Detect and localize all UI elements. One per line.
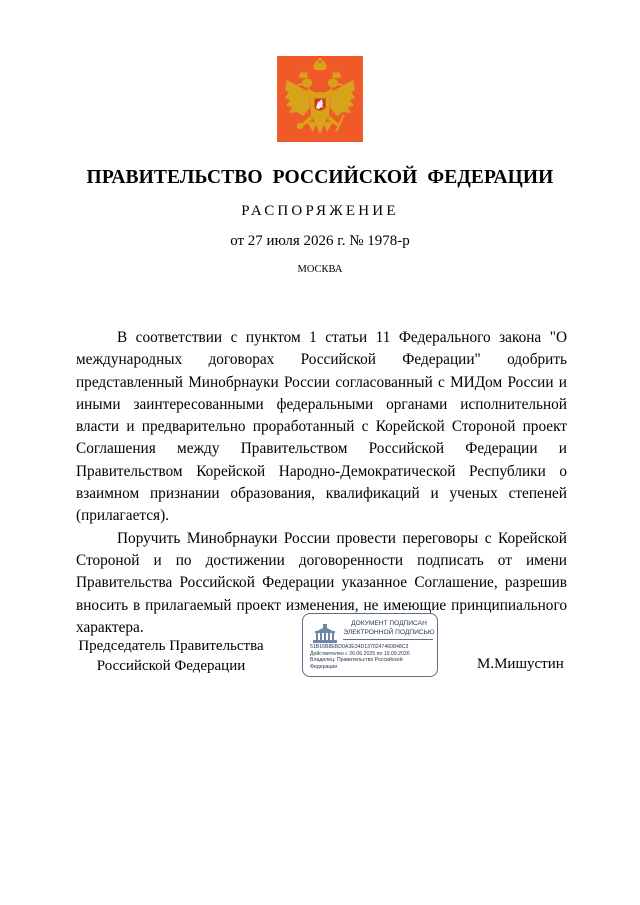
document-type: РАСПОРЯЖЕНИЕ bbox=[241, 203, 399, 219]
stamp-title bbox=[343, 620, 435, 637]
stamp-title-line-1: ДОКУМЕНТ ПОДПИСАН bbox=[351, 620, 427, 627]
stamp-details bbox=[310, 644, 436, 670]
document-body bbox=[76, 327, 567, 639]
electronic-signature-stamp bbox=[302, 613, 438, 677]
government-building-icon bbox=[311, 622, 339, 644]
body-paragraph-1: В соответствии с пунктом 1 статьи 11 Федерального закона "О международных договорах Российской Федерации" одобрить представленный Минобрнауки России согласованный с МИДом России и иными заинтересованными федеральными органами исполнительной власти и предварительно проработанный с Корейской Стороной проект Соглашения между Правительством Российской Федерации и Правительством Корейской Народно-Демократической Республики о взаимном признании образования, квалификаций и ученых степеней (прилагается). bbox=[76, 329, 567, 525]
body-paragraph-2: Поручить Минобрнауки России провести переговоры с Корейской Стороной и по достижении договоренности подписать от имени Правительства Российской Федерации указанное Соглашение, разрешив вносить в прилагаемый проект изменения, не имеющие принципиального характера. bbox=[76, 529, 567, 636]
signatory-position-line-2: Российской Федерации bbox=[96, 658, 246, 674]
stamp-certificate: 51B16B8EBD0A3E34D1370247460848C3 bbox=[310, 644, 409, 650]
document-date-number: от 27 июля 2026 г. № 1978-р bbox=[230, 233, 410, 249]
stamp-title-line-2: ЭЛЕКТРОННОЙ ПОДПИСЬЮ bbox=[343, 628, 435, 636]
signatory-position-line-1: Председатель Правительства bbox=[78, 638, 264, 654]
government-title: ПРАВИТЕЛЬСТВО РОССИЙСКОЙ ФЕДЕРАЦИИ bbox=[86, 167, 554, 188]
stamp-owner-line-1: Владелец: Правительство Российской bbox=[310, 657, 403, 664]
stamp-owner-line-2: Федерации bbox=[310, 663, 338, 670]
russian-coat-of-arms-icon bbox=[277, 56, 363, 142]
signatory-name: М.Мишустин bbox=[477, 656, 564, 672]
document-city: МОСКВА bbox=[297, 264, 343, 275]
stamp-divider bbox=[343, 639, 433, 640]
stamp-validity: Действителен с 26.06.2025 по 19.09.2026 bbox=[310, 650, 410, 657]
signatory-position bbox=[76, 636, 266, 676]
